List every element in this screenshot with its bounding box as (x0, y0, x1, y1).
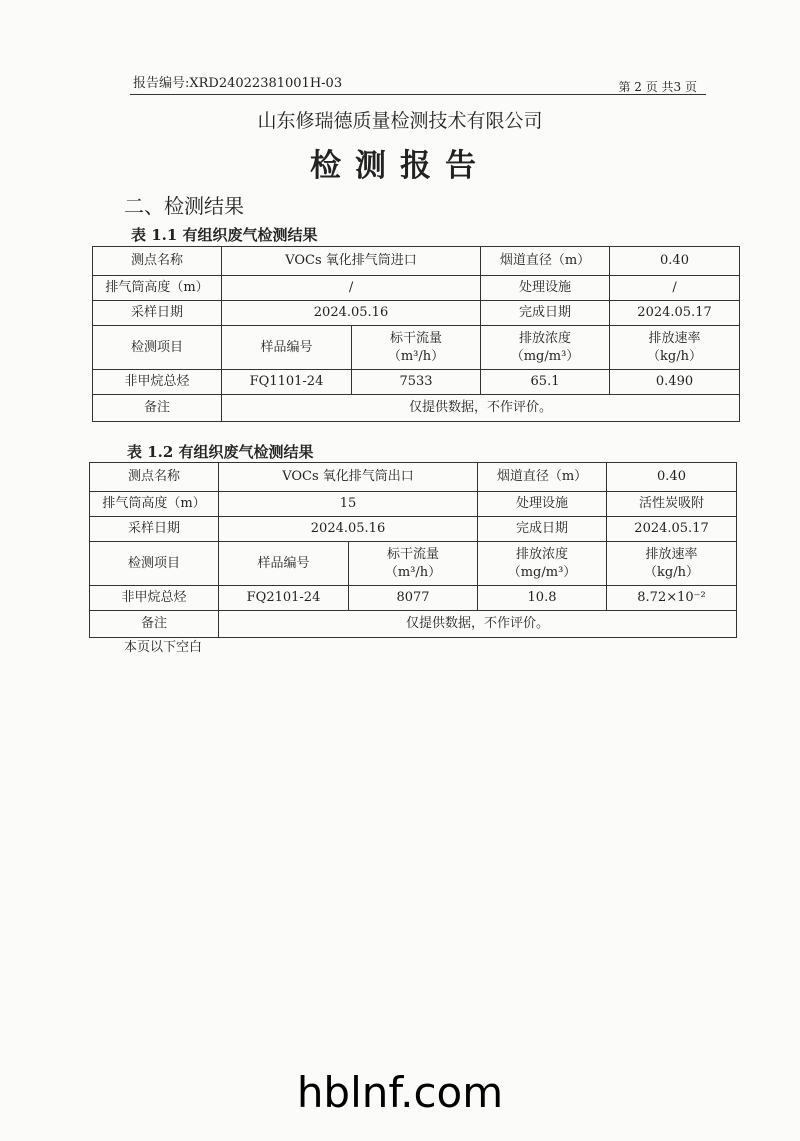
col-rate-unit: （kg/h） (647, 348, 702, 364)
finish-date-value: 2024.05.17 (610, 301, 740, 326)
col-rate-label: 排放速率 (645, 546, 698, 562)
header-divider (130, 94, 706, 95)
note-value: 仅提供数据，不作评价。 (222, 395, 740, 422)
col-item-header: 检测项目 (90, 542, 219, 586)
diameter-value: 0.40 (607, 463, 737, 492)
point-value: VOCs 氧化排气筒出口 (219, 463, 478, 492)
col-conc-label: 排放浓度 (516, 546, 569, 562)
row-flow: 7533 (352, 370, 481, 395)
sample-date-value: 2024.05.16 (222, 301, 481, 326)
col-conc-unit: （mg/m³） (507, 564, 577, 580)
col-flow-header (349, 542, 478, 586)
facility-label: 处理设施 (478, 492, 607, 517)
col-conc-label: 排放浓度 (519, 330, 572, 346)
sample-date-label: 采样日期 (90, 517, 219, 542)
report-title: 检测报告 (310, 148, 490, 184)
facility-label: 处理设施 (481, 276, 610, 301)
section-title: 二、检测结果 (124, 194, 244, 218)
finish-date-label: 完成日期 (478, 517, 607, 542)
page-info: 第 2 页 共3 页 (618, 80, 697, 94)
note-label: 备注 (90, 611, 219, 638)
col-flow-header (352, 326, 481, 370)
facility-value: 活性炭吸附 (607, 492, 737, 517)
results-table-1 (92, 246, 740, 422)
col-item-header: 检测项目 (93, 326, 222, 370)
point-label: 测点名称 (93, 247, 222, 276)
facility-value: / (610, 276, 740, 301)
col-rate-label: 排放速率 (648, 330, 701, 346)
row-item: 非甲烷总烃 (93, 370, 222, 395)
col-conc-unit: （mg/m³） (510, 348, 580, 364)
diameter-label: 烟道直径（m） (478, 463, 607, 492)
col-sample-header: 样品编号 (219, 542, 349, 586)
col-rate-unit: （kg/h） (644, 564, 699, 580)
table-2-caption: 表 1.2 有组织废气检测结果 (127, 443, 314, 461)
col-flow-label: 标干流量 (387, 546, 440, 562)
row-rate: 0.490 (610, 370, 740, 395)
height-value: / (222, 276, 481, 301)
col-flow-unit: （m³/h） (387, 348, 445, 364)
diameter-label: 烟道直径（m） (481, 247, 610, 276)
blank-below-note: 本页以下空白 (124, 640, 203, 655)
finish-date-label: 完成日期 (481, 301, 610, 326)
row-item: 非甲烷总烃 (90, 586, 219, 611)
height-value: 15 (219, 492, 478, 517)
col-sample-header: 样品编号 (222, 326, 352, 370)
results-table-2 (89, 462, 737, 638)
height-label: 排气筒高度（m） (90, 492, 219, 517)
row-conc: 10.8 (478, 586, 607, 611)
diameter-value: 0.40 (610, 247, 740, 276)
row-flow: 8077 (349, 586, 478, 611)
row-sample: FQ1101-24 (222, 370, 352, 395)
col-rate-header (607, 542, 737, 586)
site-watermark: hblnf.com (296, 1068, 504, 1117)
point-value: VOCs 氧化排气筒进口 (222, 247, 481, 276)
col-flow-label: 标干流量 (390, 330, 443, 346)
note-value: 仅提供数据，不作评价。 (219, 611, 737, 638)
finish-date-value: 2024.05.17 (607, 517, 737, 542)
row-conc: 65.1 (481, 370, 610, 395)
report-number: 报告编号:XRD24022381001H-03 (133, 76, 343, 91)
table-1-caption: 表 1.1 有组织废气检测结果 (131, 226, 318, 244)
sample-date-value: 2024.05.16 (219, 517, 478, 542)
col-conc-header (478, 542, 607, 586)
col-conc-header (481, 326, 610, 370)
company-name: 山东修瑞德质量检测技术有限公司 (257, 110, 543, 132)
row-sample: FQ2101-24 (219, 586, 349, 611)
sample-date-label: 采样日期 (93, 301, 222, 326)
col-flow-unit: （m³/h） (384, 564, 442, 580)
row-rate: 8.72×10⁻² (607, 586, 737, 611)
height-label: 排气筒高度（m） (93, 276, 222, 301)
note-label: 备注 (93, 395, 222, 422)
point-label: 测点名称 (90, 463, 219, 492)
col-rate-header (610, 326, 740, 370)
